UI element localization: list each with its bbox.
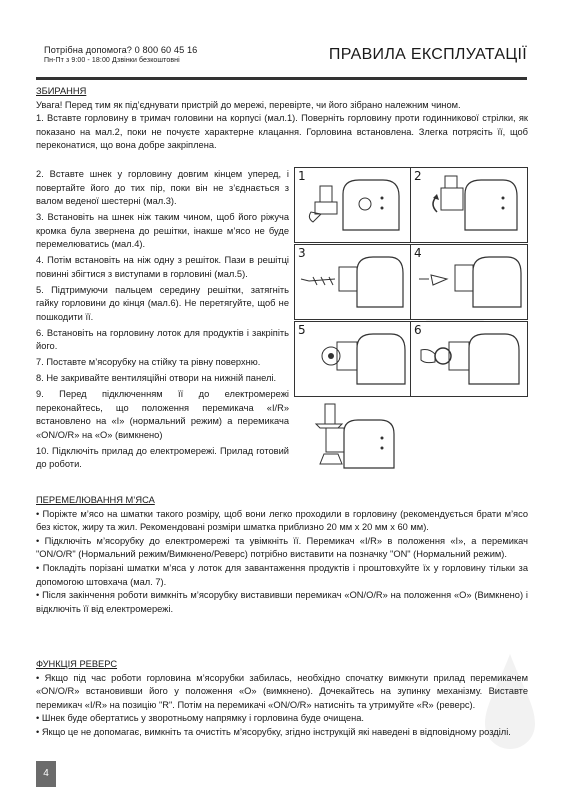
figure-number: 1	[298, 169, 306, 183]
meat-grinder-illustration	[295, 245, 411, 319]
assembly-step: 7. Поставте м’ясорубку на стійку та рівну поверхню.	[36, 357, 261, 368]
meat-grinder-illustration	[411, 168, 527, 242]
assembly-step: 9. Перед підключенням її до електромережі переконайтесь, що положення перемикача «I/R» встановлено на «I» (нормальний режим) а перемикача «ON/O/R» на «O» (вимкнено)	[36, 388, 289, 440]
figure-6	[410, 321, 528, 397]
assembly-step-1: 1. Вставте горловину в тримач головини на корпусі (мал.1). Поверніть горловину проти годинникової стрілки, як показано на мал.2, поки не почуєте характерне клацання. Горловина встановлена. Злегка потрясіть її, щоб переконатися, що вона добре закріплена.	[36, 113, 528, 151]
reverse-section	[36, 658, 528, 740]
assembly-step: 2. Вставте шнек у горловину довгим кінцем уперед, і повертайте його до тих пір, поки він не з’єднається з валом веденої шестерні (мал.3).	[36, 169, 289, 207]
reverse-item: • Якщо це не допомагає, вимкніть та очистіть м’ясорубку, згідно інструкцій які наведені в відповідному розділі.	[36, 726, 511, 737]
helpline-text: Потрібна допомога? 0 800 60 45 16	[44, 45, 198, 55]
meat-grinder-illustration	[295, 322, 411, 396]
helpline-hours: Пн-Пт з 9:00 - 18:00 Дзвінки безкоштовні	[44, 57, 180, 64]
figure-3	[294, 244, 412, 320]
helpline-header	[44, 44, 197, 66]
page-title: ПРАВИЛА ЕКСПЛУАТАЦІЇ	[328, 46, 527, 63]
assembly-step: 5. Підтримуючи пальцем середину решітки, затягніть гайку горловини до кінця (мал.6). Не перетягуйте, щоб не пошкодити її.	[36, 284, 289, 322]
meat-grinder-illustration	[411, 245, 527, 319]
grinding-heading: ПЕРЕМЕЛЮВАННЯ М’ЯСА	[36, 495, 155, 505]
grinding-item: • Підключіть м’ясорубку до електромережі та увімкніть її. Перемикач «I/R» в положення «I», а перемикач "ON/O/R" (Нормальний режим/Вимкнено/Реверс) потрібно виставити на позначку "ON" (Нормальний режим).	[36, 535, 528, 560]
assembly-step: 10. Підключіть прилад до електромережі. Прилад готовий до роботи.	[36, 445, 289, 470]
grinding-item: • Покладіть порізані шматки м’яса у лоток для завантаження продуктів і проштовхуйте їх у горловину тільки за допомогою штовхача (мал. 7).	[36, 562, 528, 587]
assembly-step: 6. Встановіть на горловину лоток для продуктів і закріпіть його.	[36, 327, 289, 352]
assembly-intro	[36, 85, 528, 153]
hand-icon	[421, 350, 435, 363]
grinding-section	[36, 494, 528, 616]
header-divider	[36, 77, 527, 80]
reverse-item: • Якщо під час роботи горловина м’ясорубки забилась, необхідно спочатку вимкнути прилад перемикачем «ON/O/R» встановивши його у положення «O» (вимкнено). Дочекайтесь на зупинку механізму. Виставте перемикач «I/R» на позицію "R". Потім на перемикачі «ON/O/R» натисніть та утримуйте «R» (реверс).	[36, 672, 528, 710]
assembly-warning: Увага! Перед тим як під’єднувати пристрій до мережі, перевірте, чи його зібрано належним чином.	[36, 99, 461, 110]
figure-number: 3	[298, 246, 306, 260]
grinding-item: • Після закінчення роботи вимкніть м’ясорубку виставивши перемикач «ON/O/R» на положення «O» (Вимкнено) і відключіть її від електромережі.	[36, 590, 528, 614]
meat-grinder-illustration	[411, 322, 527, 396]
meat-grinder-with-pusher-illustration	[298, 398, 408, 478]
figure-number: 5	[298, 323, 306, 337]
reverse-heading: ФУНКЦІЯ РЕВЕРС	[36, 659, 118, 669]
figure-number: 2	[414, 169, 422, 183]
meat-grinder-illustration	[295, 168, 411, 242]
assembly-steps	[36, 168, 289, 474]
grinding-item: • Поріжте м’ясо на шматки такого розміру, щоб вони легко проходили в горловину (рекомендується брати м’ясо без кісток, жиру та жил. Рекомендовані розміри шматка приблизно 20 мм х 20 мм х 60 мм).	[36, 508, 528, 533]
figure-number: 6	[414, 323, 422, 337]
assembly-step: 8. Не закривайте вентиляційні отвори на нижній панелі.	[36, 373, 277, 384]
figure-2	[410, 167, 528, 243]
figure-number: 4	[414, 246, 422, 260]
figure-4	[410, 244, 528, 320]
assembly-step: 4. Потім встановіть на ніж одну з решіток. Пази в решітці повинні збігтися з виступами в горловині (мал.5).	[36, 255, 289, 279]
figure-1	[294, 167, 412, 243]
assembly-step: 3. Встановіть на шнек ніж таким чином, щоб його ріжуча кромка була звернена до решітки, інакше м’ясо не буде перемелюватись (мал.4).	[36, 212, 289, 250]
figure-5	[294, 321, 412, 397]
reverse-item: • Шнек буде обертатись у зворотньому напрямку і горловина буде очищена.	[36, 713, 364, 724]
assembly-heading: ЗБИРАННЯ	[36, 86, 87, 96]
page-number: 4	[36, 761, 56, 787]
